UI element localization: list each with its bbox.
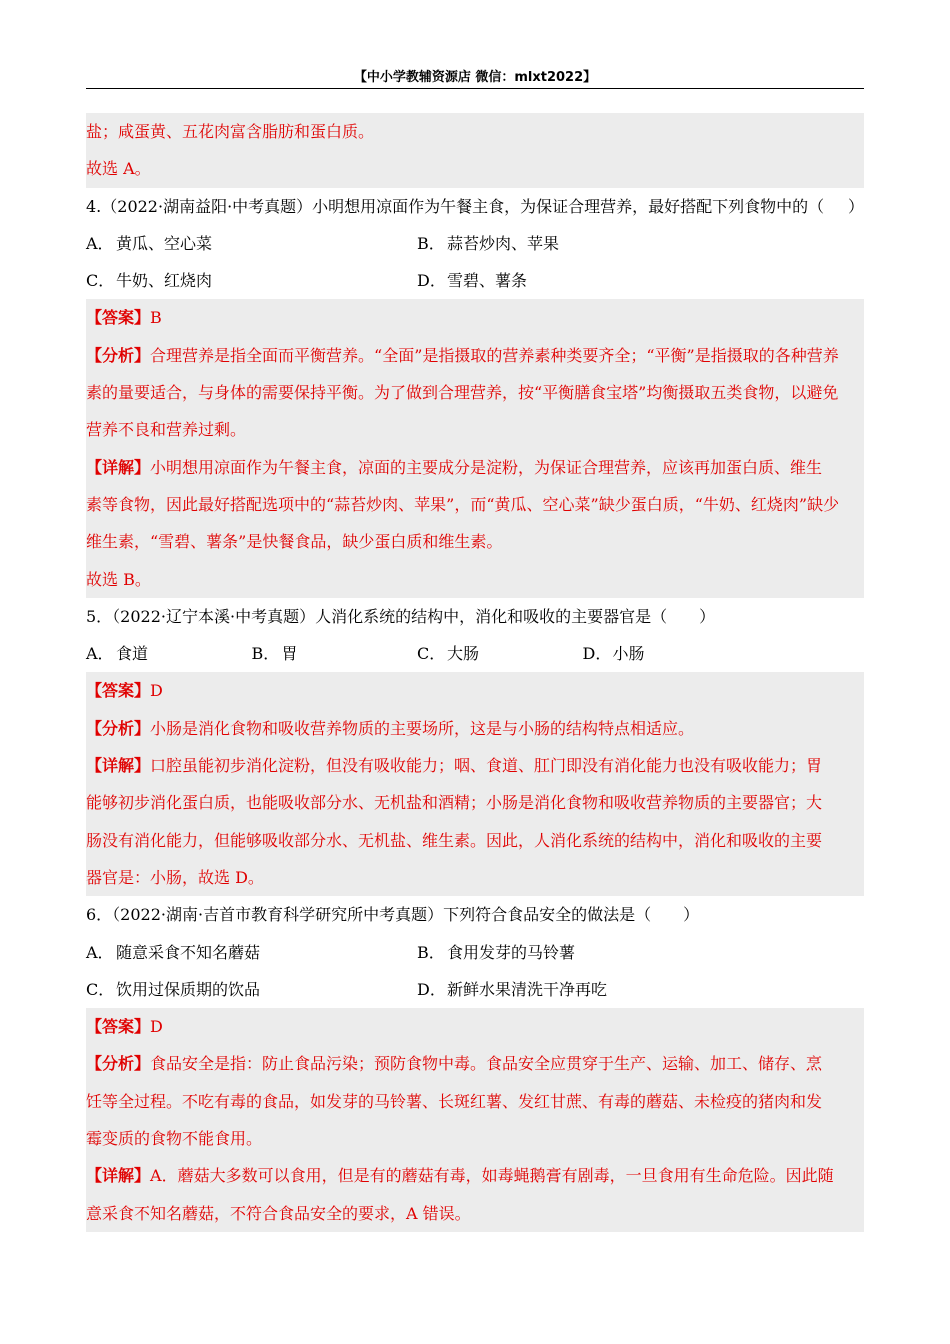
option-a: A． 食道	[86, 644, 149, 664]
question-5-solution	[86, 672, 864, 896]
analysis-tag: 【分析】	[86, 345, 151, 365]
question-stem-text: 4.（2022·湖南益阳·中考真题）小明想用凉面作为午餐主食，为保证合理营养，最好搭配下列食物中的（	[86, 196, 825, 216]
answer-value: D	[150, 1017, 163, 1037]
answer-tag: 【答案】	[86, 681, 151, 701]
detail-tag: 【详解】	[86, 756, 151, 776]
question-4-options-row-2	[86, 262, 864, 299]
detail-line: 素等食物，因此最好搭配选项中的“蒜苔炒肉、苹果”，而“黄瓜、空心菜”缺少蛋白质，“牛奶、红烧肉”缺少	[86, 494, 840, 514]
analysis-line: 【分析】小肠是消化食物和吸收营养物质的主要场所，这是与小肠的结构特点相适应。	[86, 718, 695, 738]
question-6-options-row-1	[86, 934, 864, 971]
document-body	[86, 113, 864, 1232]
detail-line: 维生素，“雪碧、薯条”是快餐食品，缺少蛋白质和维生素。	[86, 532, 503, 552]
option-d: D． 新鲜水果清洗干净再吃	[417, 979, 608, 999]
page-header: 【中小学教辅资源店 微信：mlxt2022】	[353, 70, 597, 85]
option-c: C． 牛奶、红烧肉	[86, 271, 213, 291]
analysis-line: 营养不良和营养过剩。	[86, 420, 247, 440]
detail-line: 能够初步消化蛋白质，也能吸收部分水、无机盐和酒精；小肠是消化食物和吸收营养物质的主要器官；大	[86, 793, 823, 813]
conclusion-text: 故选 B。	[86, 569, 151, 589]
option-a: A． 随意采食不知名蘑菇	[86, 942, 261, 962]
option-a: A． 黄瓜、空心菜	[86, 233, 213, 253]
answer-line	[86, 1008, 864, 1045]
conclusion-text: 故选 A。	[86, 150, 864, 187]
analysis-line: 饪等全过程。不吃有毒的食品，如发芽的马铃薯、长斑红薯、发红甘蔗、有毒的蘑菇、未检疫的猪肉和发	[86, 1091, 823, 1111]
analysis-line: 【分析】食品安全是指：防止食品污染；预防食物中毒。食品安全应贯穿于生产、运输、加工、储存、烹	[86, 1054, 823, 1074]
detail-line: 【详解】A．蘑菇大多数可以食用，但是有的蘑菇有毒，如毒蝇鹅膏有剧毒，一旦食用有生命危险。因此随	[86, 1166, 834, 1186]
option-b: B． 胃	[251, 644, 298, 664]
question-6-stem: 6．（2022·湖南·吉首市教育科学研究所中考真题）下列符合食品安全的做法是（ ）	[86, 905, 700, 925]
question-6-options-row-2	[86, 971, 864, 1008]
analysis-line: 霉变质的食物不能食用。	[86, 1129, 263, 1149]
option-c: C． 饮用过保质期的饮品	[86, 979, 261, 999]
option-b: B． 食用发芽的马铃薯	[417, 942, 576, 962]
header-rule	[86, 88, 864, 89]
answer-line	[86, 672, 864, 709]
detail-line: 意采食不知名蘑菇，不符合食品安全的要求，A 错误。	[86, 1203, 471, 1223]
option-c: C． 大肠	[417, 644, 480, 664]
analysis-line: 素的量要适合，与身体的需要保持平衡。为了做到合理营养，按“平衡膳食宝塔”均衡摄取五类食物，以避免	[86, 383, 839, 403]
detail-line: 肠没有消化能力，但能够吸收部分水、无机盐、维生素。因此，人消化系统的结构中，消化和吸收的主要	[86, 830, 823, 850]
answer-value: D	[150, 681, 163, 701]
question-6-solution	[86, 1008, 864, 1232]
answer-tag: 【答案】	[86, 308, 151, 328]
option-b: B． 蒜苔炒肉、苹果	[417, 233, 560, 253]
question-5-stem: 5．（2022·辽宁本溪·中考真题）人消化系统的结构中，消化和吸收的主要器官是（ ）	[86, 606, 716, 626]
analysis-line: 【分析】合理营养是指全面而平衡营养。“全面”是指摄取的营养素种类要齐全；“平衡”是指摄取的各种营养	[86, 345, 839, 365]
question-5-options-row	[86, 635, 864, 672]
option-d: D． 小肠	[582, 644, 645, 664]
answer-paren-close: ）	[847, 196, 864, 216]
detail-tag: 【详解】	[86, 1166, 151, 1186]
detail-line: 器官是：小肠，故选 D。	[86, 867, 264, 887]
answer-line	[86, 299, 864, 336]
detail-tag: 【详解】	[86, 457, 151, 477]
analysis-tag: 【分析】	[86, 718, 151, 738]
detail-line: 【详解】口腔虽能初步消化淀粉，但没有吸收能力；咽、食道、肛门即没有消化能力也没有吸收能力；胃	[86, 756, 823, 776]
question-4-solution	[86, 299, 864, 597]
option-d: D． 雪碧、薯条	[417, 271, 528, 291]
answer-value: B	[150, 308, 162, 328]
question-4-options-row-1	[86, 225, 864, 262]
analysis-continuation: 盐；咸蛋黄、五花肉富含脂肪和蛋白质。	[86, 113, 864, 150]
detail-line: 【详解】小明想用凉面作为午餐主食，凉面的主要成分是淀粉，为保证合理营养，应该再加蛋白质、维生	[86, 457, 823, 477]
analysis-tag: 【分析】	[86, 1054, 151, 1074]
answer-tag: 【答案】	[86, 1017, 151, 1037]
question-4-stem	[86, 188, 864, 225]
